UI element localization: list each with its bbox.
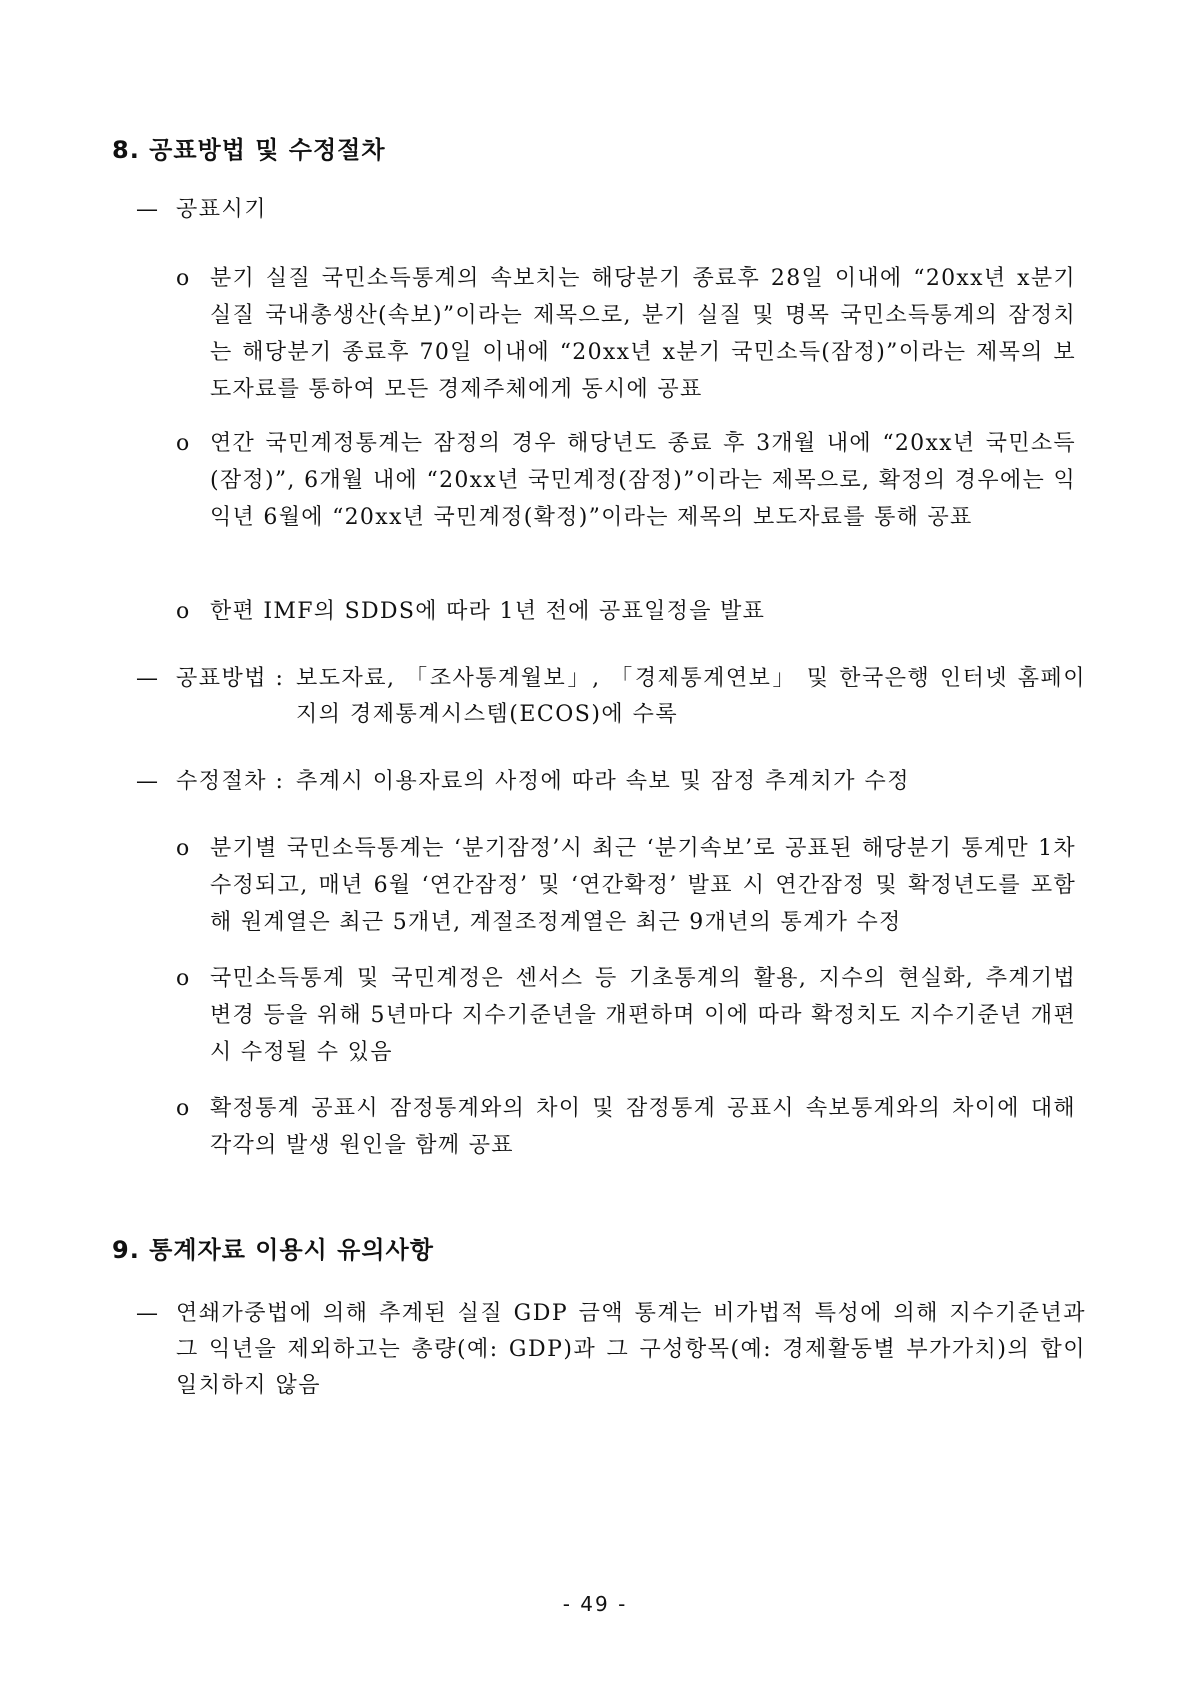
bullet-text: 한편 IMF의 SDDS에 따라 1년 전에 공표일정을 발표	[210, 599, 766, 624]
dash-marker: —	[136, 1301, 160, 1326]
revision-procedure-text: 추계시 이용자료의 사정에 따라 속보 및 잠정 추계치가 수정	[296, 769, 910, 794]
bullet-text: 분기 실질 국민소득통계의 속보치는 해당분기 종료후 28일 이내에 “20xx년 x분기 실질 국내총생산(속보)”이라는 제목으로, 분기 실질 및 명목 국민소득통계의 잠정치는 해당분기 종료후 70일 이내에 “20xx년 x분기 국민소득(잠정)”이라는 제목의 보도자료를 통하여 모든 경제주체에게 동시에 공표	[210, 266, 1076, 402]
section-9-heading: 9. 통계자료 이용시 유의사항	[112, 1236, 434, 1264]
bullet-marker: o	[176, 836, 191, 861]
usage-note-text: 연쇄가중법에 의해 추계된 실질 GDP 금액 통계는 비가법적 특성에 의해 지수기준년과 그 익년을 제외하고는 총량(예: GDP)과 그 구성항목(예: 경제활동별 부가가치)의 합이 일치하지 않음	[176, 1301, 1086, 1398]
page-number: - 49 -	[562, 1592, 628, 1616]
bullet-text: 국민소득통계 및 국민계정은 센서스 등 기초통계의 활용, 지수의 현실화, 추계기법 변경 등을 위해 5년마다 지수기준년을 개편하며 이에 따라 확정치도 지수기준년 개편시 수정될 수 있음	[210, 966, 1076, 1065]
revision-bullet-differences	[176, 1090, 1076, 1164]
bullet-marker: o	[176, 1096, 191, 1121]
bullet-text: 확정통계 공표시 잠정통계와의 차이 및 잠정통계 공표시 속보통계와의 차이에 대해 각각의 발생 원인을 함께 공표	[210, 1096, 1076, 1158]
bullet-marker: o	[176, 266, 191, 291]
timing-bullet-quarterly	[176, 260, 1076, 408]
usage-note-item	[136, 1296, 1086, 1404]
revision-bullet-quarterly	[176, 830, 1076, 941]
bullet-text: 연간 국민계정통계는 잠정의 경우 해당년도 종료 후 3개월 내에 “20xx년 국민소득(잠정)”, 6개월 내에 “20xx년 국민계정(잠정)”이라는 제목으로, 확정의 경우에는 익익년 6월에 “20xx년 국민계정(확정)”이라는 제목의 보도자료를 통해 공표	[210, 431, 1076, 530]
bullet-marker: o	[176, 599, 191, 624]
publication-method-item	[136, 661, 1086, 733]
revision-procedure-item	[136, 764, 1086, 800]
dash-marker: —	[136, 666, 160, 691]
bullet-marker: o	[176, 431, 191, 456]
publication-timing-item	[136, 192, 1086, 228]
publication-timing-label: 공표시기	[176, 197, 268, 222]
publication-method-text: 보도자료, 「조사통계월보」, 「경제통계연보」 및 한국은행 인터넷 홈페이지의 경제통계시스템(ECOS)에 수록	[296, 666, 1086, 727]
revision-procedure-label: 수정절차 :	[176, 769, 285, 794]
dash-marker: —	[136, 769, 160, 794]
dash-marker: —	[136, 197, 160, 222]
timing-bullet-annual	[176, 425, 1076, 536]
publication-method-label: 공표방법 :	[176, 666, 285, 691]
section-8-heading: 8. 공표방법 및 수정절차	[112, 136, 386, 164]
revision-bullet-benchmark	[176, 960, 1076, 1071]
bullet-text: 분기별 국민소득통계는 ‘분기잠정’시 최근 ‘분기속보’로 공표된 해당분기 통계만 1차 수정되고, 매년 6월 ‘연간잠정’ 및 ‘연간확정’ 발표 시 연간잠정 및 확정년도를 포함해 원계열은 최근 5개년, 계절조정계열은 최근 9개년의 통계가 수정	[210, 836, 1076, 935]
timing-bullet-sdds	[176, 593, 1076, 630]
bullet-marker: o	[176, 966, 191, 991]
